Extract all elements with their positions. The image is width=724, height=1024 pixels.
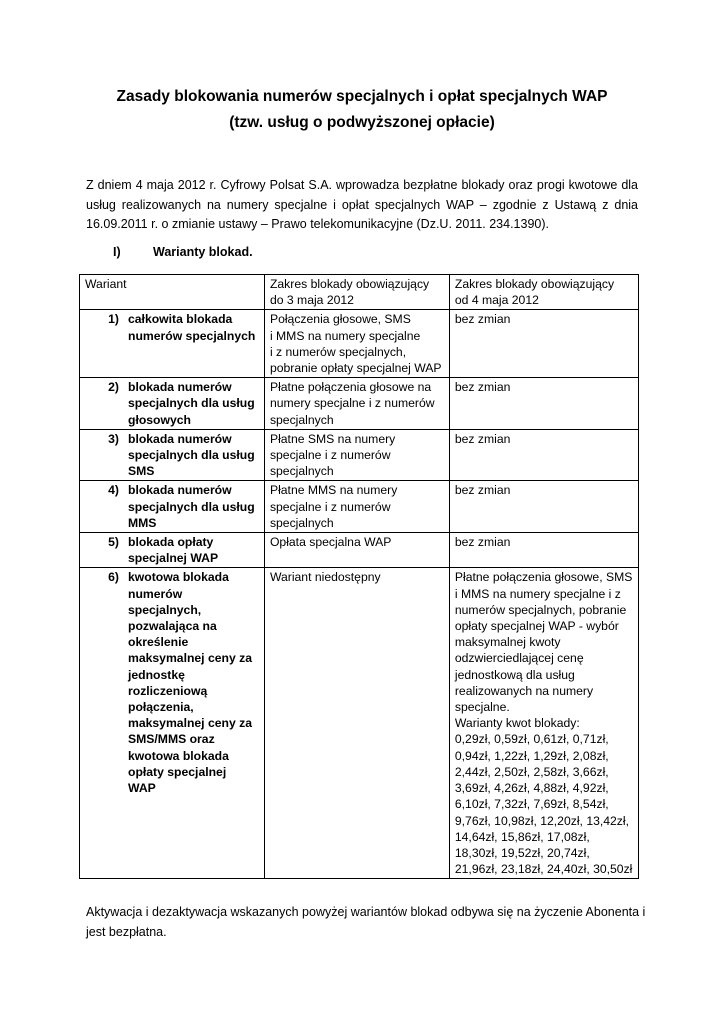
variant-name: całkowita blokada numerów specjalnych [128, 312, 256, 343]
variant-name: kwotowa blokada numerów specjalnych, pozwalająca na określenie maksymalnej ceny za jednostkę rozliczeniową połączenia, maksymalnej ceny za SMS/MMS oraz kwotowa blokada opłaty specjalnej WAP [128, 570, 252, 796]
scope-after-cell: bez zmian [449, 378, 638, 430]
variant-cell [80, 568, 265, 879]
variant-number: 3) [108, 431, 119, 446]
scope-before-cell: Opłata specjalna WAP [264, 533, 449, 568]
intro-line: usług realizowanych na numery specjalne i opłat specjalnych WAP – zgodnie z Ustawą z dnia [86, 197, 638, 212]
variant-number: 2) [108, 380, 119, 395]
variant-name: blokada numerów specjalnych dla usług głosowych [128, 380, 255, 427]
variant-number: 4) [108, 483, 119, 498]
table-row [80, 568, 639, 879]
variant-name: blokada opłaty specjalnej WAP [128, 535, 219, 566]
scope-after-cell: bez zmian [449, 481, 638, 533]
scope-before-cell: Płatne MMS na numery specjalne i z numerów specjalnych [264, 481, 449, 533]
scope-before-cell: Połączenia głosowe, SMS i MMS na numery specjalne i z numerów specjalnych, pobranie opłaty specjalnej WAP [264, 310, 449, 378]
header-variant: Wariant [80, 275, 265, 310]
variant-cell [80, 378, 265, 430]
scope-before-cell: Wariant niedostępny [264, 568, 449, 879]
variant-name: blokada numerów specjalnych dla usług MMS [128, 483, 255, 530]
variant-number: 1) [108, 312, 119, 327]
scope-after-cell: bez zmian [449, 429, 638, 481]
variant-number: 5) [108, 535, 119, 550]
table-row [80, 533, 639, 568]
section-number: I) [113, 245, 121, 259]
variant-number: 6) [108, 570, 119, 585]
scope-after-cell: Płatne połączenia głosowe, SMS i MMS na numery specjalne i z numerów specjalnych, pobranie opłaty specjalnej WAP - wybór maksymalnej kwoty odzwierciedlającej cenę jednostkową dla usług realizowanych na numery specjalne. Warianty kwot blokady: 0,29zł, 0,59zł, 0,61zł, 0,71zł, 0,94zł, 1,22zł, 1,29zł, 2,08zł, 2,44zł, 2,50zł, 2,58zł, 3,66zł, 3,69zł, 4,26zł, 4,88zł, 4,92zł, 6,10zł, 7,32zł, 7,69zł, 8,54zł, 9,76zł, 10,98zł, 12,20zł, 13,42zł, 14,64zł, 15,86zł, 17,08zł, 18,30zł, 19,52zł, 20,74zł, 21,96zł, 23,18zł, 24,40zł, 30,50zł [449, 568, 638, 879]
variant-cell [80, 310, 265, 378]
footer-note: Aktywacja i dezaktywacja wskazanych powyżej wariantów blokad odbywa się na życzenie Abonenta i jest bezpłatna. [86, 905, 646, 939]
scope-before-cell: Płatne połączenia głosowe na numery specjalne i z numerów specjalnych [264, 378, 449, 430]
document-title: Zasady blokowania numerów specjalnych i opłat specjalnych WAP [116, 88, 608, 105]
table-header-row [80, 275, 639, 310]
table-row [80, 429, 639, 481]
scope-after-cell: bez zmian [449, 310, 638, 378]
variant-name: blokada numerów specjalnych dla usług SMS [128, 431, 255, 479]
header-after: Zakres blokady obowiązujący od 4 maja 2012 [449, 275, 638, 310]
intro-line: Z dniem 4 maja 2012 r. Cyfrowy Polsat S.A. wprowadza bezpłatne blokady oraz progi kwotowe dla [86, 178, 638, 192]
blocking-variants-table [79, 274, 639, 879]
variant-cell [80, 481, 265, 533]
section-title: Warianty blokad. [153, 245, 253, 259]
table-row [80, 378, 639, 430]
variant-cell [80, 533, 265, 568]
intro-paragraph [86, 176, 638, 235]
table-row [80, 481, 639, 533]
scope-before-cell: Płatne SMS na numery specjalne i z numerów specjalnych [264, 429, 449, 481]
document-subtitle: (tzw. usług o podwyższonej opłacie) [229, 114, 495, 131]
variant-cell [80, 429, 265, 481]
scope-after-cell: bez zmian [449, 533, 638, 568]
intro-line: 16.09.2011 r. o zmianie ustawy – Prawo telekomunikacyjne (Dz.U. 2011. 234.1390). [86, 217, 549, 231]
header-before: Zakres blokady obowiązujący do 3 maja 2012 [264, 275, 449, 310]
table-row [80, 310, 639, 378]
